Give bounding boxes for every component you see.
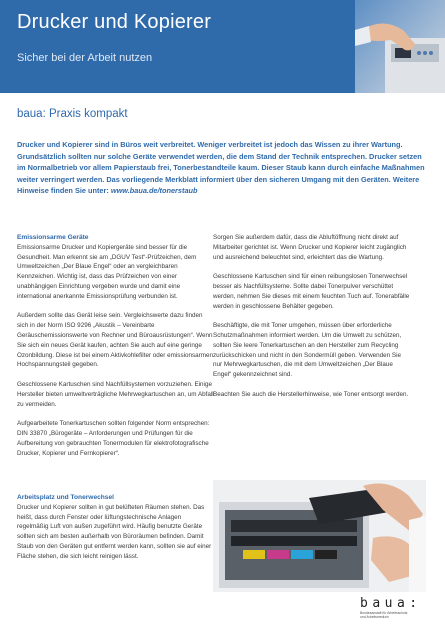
heading-arbeitsplatz: Arbeitsplatz und Tonerwechsel — [17, 494, 114, 501]
baua-logo — [360, 596, 434, 619]
right-paragraph-1: Sorgen Sie außerdem dafür, dass die Abluftöffnung nicht direkt auf Mitarbeiter gerichtet ist. Wenn Drucker und Kopierer leicht zugänglich und ausreichend beleuchtet sind, erleichtert das die Wartung. — [213, 234, 407, 261]
logo-line-1: Bundesanstalt für Arbeitsschutz — [360, 611, 408, 615]
section-arbeitsplatz — [17, 493, 212, 562]
intro-text: Drucker und Kopierer sind in Büros weit verbreitet. Weniger verbreitet ist jedoch das Wissen zu ihrer Wartung. Grundsätzlich sollten nur solche Geräte verwendet werden, die dem Stand der Technik entsprechen. Drucker setzen im Normalbetrieb vor allem Papierstaub frei, Tonerbestandteile kaum. Dieser Staub kann durch einfache Maßnahmen weiter verringert werden. Das vorliegende Merkblatt informiert über den sicheren Umgang mit den Geräten. Weitere Hinweise finden Sie unter: — [17, 140, 425, 196]
page-subtitle: Sicher bei der Arbeit nutzen — [17, 52, 153, 64]
intro-paragraph — [17, 139, 427, 197]
page-title: Drucker und Kopierer — [17, 11, 212, 33]
heading-emissionsarme-geraete: Emissionsarme Geräte — [17, 234, 89, 241]
section-kicker: baua: Praxis kompakt — [17, 108, 128, 120]
logo-line-2: und Arbeitsmedizin — [360, 615, 389, 619]
left-paragraph-3: Geschlossene Kartuschen sind Nachfüllsystemen vorzuziehen. Einige Hersteller bieten umweltverträgliche Mehrwegkartuschen an, um Abfall zu vermeiden. — [17, 380, 214, 408]
right-paragraph-2: Geschlossene Kartuschen sind für einen reibungslosen Tonerwechsel besser als Nachfüllsysteme. Sollte dabei Tonerpulver verschüttet werden, nehmen Sie dieses mit einem feuchten Tuch auf. Tonerabfälle werden in geschlossene Behälter gegeben. — [213, 273, 410, 310]
header-banner — [0, 0, 445, 93]
toner-cartridge-photo — [213, 480, 426, 592]
left-paragraph-2: Außerdem sollte das Gerät leise sein. Vergleichswerte dazu finden sich in der Norm ISO 9296 „Akustik – Vereinbarte Geräuschemissionswerte von Rechner und Büroausrüstungen“. Wenn Sie sich ein neues Gerät kaufen, achten Sie auch auf eine geringe Ozonbildung. Diese ist bei einem Aktivkohlefilter oder emissionsarmen Hochspannungsteil gegeben. — [17, 312, 213, 369]
copier-hand-photo — [355, 0, 445, 93]
arbeitsplatz-paragraph: Drucker und Kopierer sollten in gut belüfteten Räumen stehen. Das heißt, dass durch Fenster oder lüftungstechnische Anlagen regelmäßig Luft von außen zugeführt wird. Häufig benutzte Geräte sollten sich am besten außerhalb von Büroräumen befinden. Damit Staub von den Geräten gut entfernt werden kann, sollten sie auf einer Fläche stehen, die sich leicht reinigen lässt. — [17, 503, 212, 560]
left-paragraph-1: Emissionsarme Drucker und Kopiergeräte sind besser für die Gesundheit. Man erkennt sie am „DGUV Test“-Prüfzeichen, dem Umweltzeichen „Der Blaue Engel“ oder an vergleichbaren Kennzeichen. Wichtig ist, dass das Prüfzeichen von einer unabhängigen Einrichtung vergeben wurde und damit eine international anerkannte Emissionsprüfung verbunden ist. — [17, 243, 197, 300]
right-paragraph-4: Beachten Sie auch die Herstellerhinweise, wie Toner entsorgt werden. — [213, 390, 409, 398]
left-column — [17, 233, 214, 468]
left-paragraph-4: Aufgearbeitete Tonerkartuschen sollten folgender Norm entsprechen: DIN 33870 „Bürogeräte – Anforderungen und Prüfungen für die Aufbereitung von gebrauchten Tonermodulen für elektrofotografische Drucker, Kopierer und Fernkopierer“. — [17, 420, 210, 457]
right-column — [213, 233, 410, 409]
logo-wordmark: baua: — [360, 596, 422, 611]
intro-link[interactable]: www.baua.de/tonerstaub — [110, 186, 198, 196]
right-paragraph-3: Beschäftigte, die mit Toner umgehen, müssen über erforderliche Schutzmaßnahmen informiert werden. Um die Umwelt zu schützen, sollten Sie leere Tonerkartuschen an den Hersteller zum Recycling zurückschicken und nicht in den Sondermüll geben. Verwenden Sie nur Mehrwegkartuschen, die mit dem Umweltzeichen „Der Blaue Engel“ gekennzeichnet sind. — [213, 322, 402, 379]
